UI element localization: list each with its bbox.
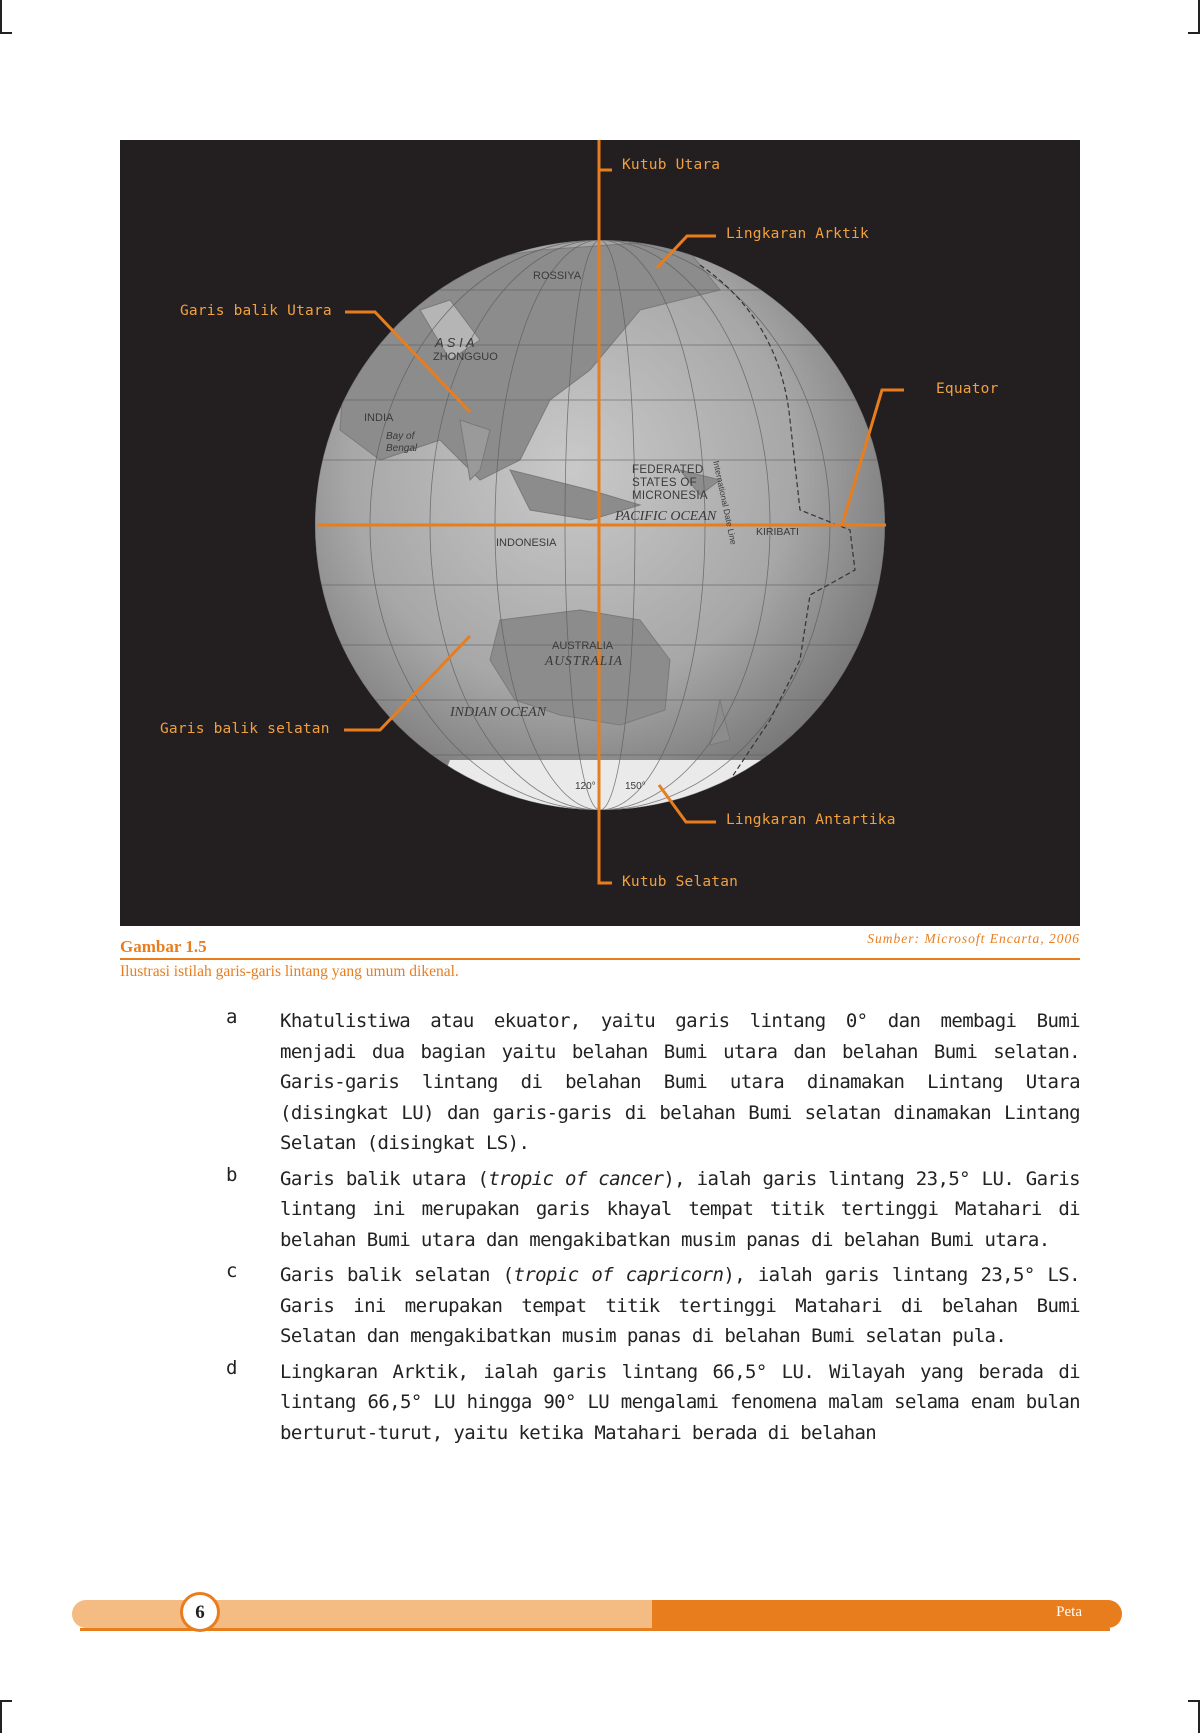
- south-pole-leader: [599, 816, 612, 883]
- caption-divider: [120, 958, 1080, 960]
- label-north-pole: Kutub Utara: [622, 157, 721, 173]
- page-number: 6: [180, 1592, 220, 1632]
- crop-mark-bottom-left-h: [0, 1700, 12, 1702]
- map-label-rossiya: ROSSIYA: [533, 270, 582, 282]
- label-tropic-of-cancer: Garis balik Utara: [180, 303, 332, 319]
- map-label-kiribati: KIRIBATI: [756, 526, 799, 538]
- label-equator: Equator: [936, 381, 999, 397]
- text-segment: Garis balik selatan (: [280, 1264, 514, 1286]
- map-label-indonesia: INDONESIA: [496, 537, 557, 549]
- list-item: [226, 1164, 1080, 1256]
- label-tropic-of-capricorn: Garis balik selatan: [160, 721, 330, 737]
- crop-mark-top-left: [0, 0, 2, 34]
- map-label-lon-150: 150°: [625, 781, 646, 792]
- map-label-india: INDIA: [364, 412, 394, 424]
- figure-caption-text: Ilustrasi istilah garis-garis lintang yang umum dikenal.: [120, 963, 459, 980]
- list-item-text: Khatulistiwa atau ekuator, yaitu garis lintang 0° dan membagi Bumi menjadi dua bagian yaitu belahan Bumi utara dan belahan Bumi selatan. Garis-garis lintang di belahan Bumi utara dinamakan Lintang Utara (disingkat LU) dan garis-garis di belahan Bumi selatan dinamakan Lintang Selatan (disingkat LS).: [280, 1010, 1080, 1154]
- map-label-pacific-ocean: PACIFIC OCEAN: [615, 509, 717, 524]
- list-item-text: [280, 1260, 1080, 1352]
- map-label-dateline: International Date Line: [711, 459, 739, 546]
- list-item-text: Lingkaran Arktik, ialah garis lintang 66,5° LU. Wilayah yang berada di lintang 66,5° LU hingga 90° LU mengalami fenomena malam selama enam bulan berturut-turut, yaitu ketika Matahari berada di belahan: [280, 1360, 1080, 1444]
- page-footer: [72, 1596, 1122, 1634]
- figure-source: Sumber: Microsoft Encarta, 2006: [867, 931, 1080, 946]
- globe-illustration: [120, 140, 1080, 926]
- term-italic: tropic of capricorn: [513, 1264, 724, 1286]
- figure-caption-title: Gambar 1.5: [120, 937, 207, 956]
- map-label-zhongguo: ZHONGGUO: [433, 351, 498, 363]
- globe-figure: [120, 140, 1080, 926]
- map-label-indian-ocean: INDIAN OCEAN: [450, 705, 547, 720]
- list-marker: a: [226, 1006, 238, 1028]
- list-item: [226, 1260, 1080, 1352]
- map-label-australia-continent: AUSTRALIA: [545, 653, 623, 668]
- list-marker: b: [226, 1163, 238, 1186]
- footer-underline: [80, 1628, 1110, 1631]
- map-label-asia: A S I A: [435, 335, 475, 350]
- latitude-terms-list: [226, 1006, 1080, 1453]
- list-item: [226, 1357, 1080, 1449]
- text-segment: ), ialah garis lintang 23,5° LS. Garis ini merupakan tempat titik tertinggi Matahari di belahan Bumi Selatan dan mengakibatkan musim panas di belahan Bumi selatan pula.: [280, 1264, 1080, 1347]
- term-italic: tropic of cancer: [488, 1167, 664, 1190]
- text-segment: ), ialah garis lintang 23,5° LU. Garis lintang ini merupakan garis khayal tempat titik tertinggi Matahari di belahan Bumi utara dan mengakibatkan musim panas di belahan Bumi utara.: [280, 1167, 1080, 1251]
- map-label-lon-120: 120°: [575, 781, 596, 792]
- map-label-micronesia: FEDERATED STATES OF MICRONESIA: [632, 464, 708, 503]
- crop-mark-bottom-right-h: [1188, 1700, 1200, 1702]
- map-label-bay-of-bengal: Bay of Bengal: [386, 431, 418, 454]
- list-marker: c: [226, 1260, 238, 1282]
- label-arctic-circle: Lingkaran Arktik: [726, 226, 869, 242]
- list-item-text: [280, 1164, 1080, 1256]
- label-south-pole: Kutub Selatan: [622, 874, 739, 890]
- crop-mark-bottom-left: [0, 1700, 2, 1733]
- footer-bar-light: [72, 1600, 672, 1628]
- footer-bar-dark: [652, 1600, 1122, 1628]
- crop-mark-top-left-h: [0, 32, 12, 34]
- text-segment: Garis balik utara (: [280, 1167, 489, 1190]
- crop-mark-top-right-h: [1188, 32, 1200, 34]
- list-item: [226, 1006, 1080, 1159]
- chapter-label: Peta: [1056, 1604, 1082, 1620]
- list-marker: d: [226, 1356, 238, 1379]
- map-label-australia-country: AUSTRALIA: [552, 640, 614, 652]
- label-antarctic-circle: Lingkaran Antartika: [726, 812, 896, 828]
